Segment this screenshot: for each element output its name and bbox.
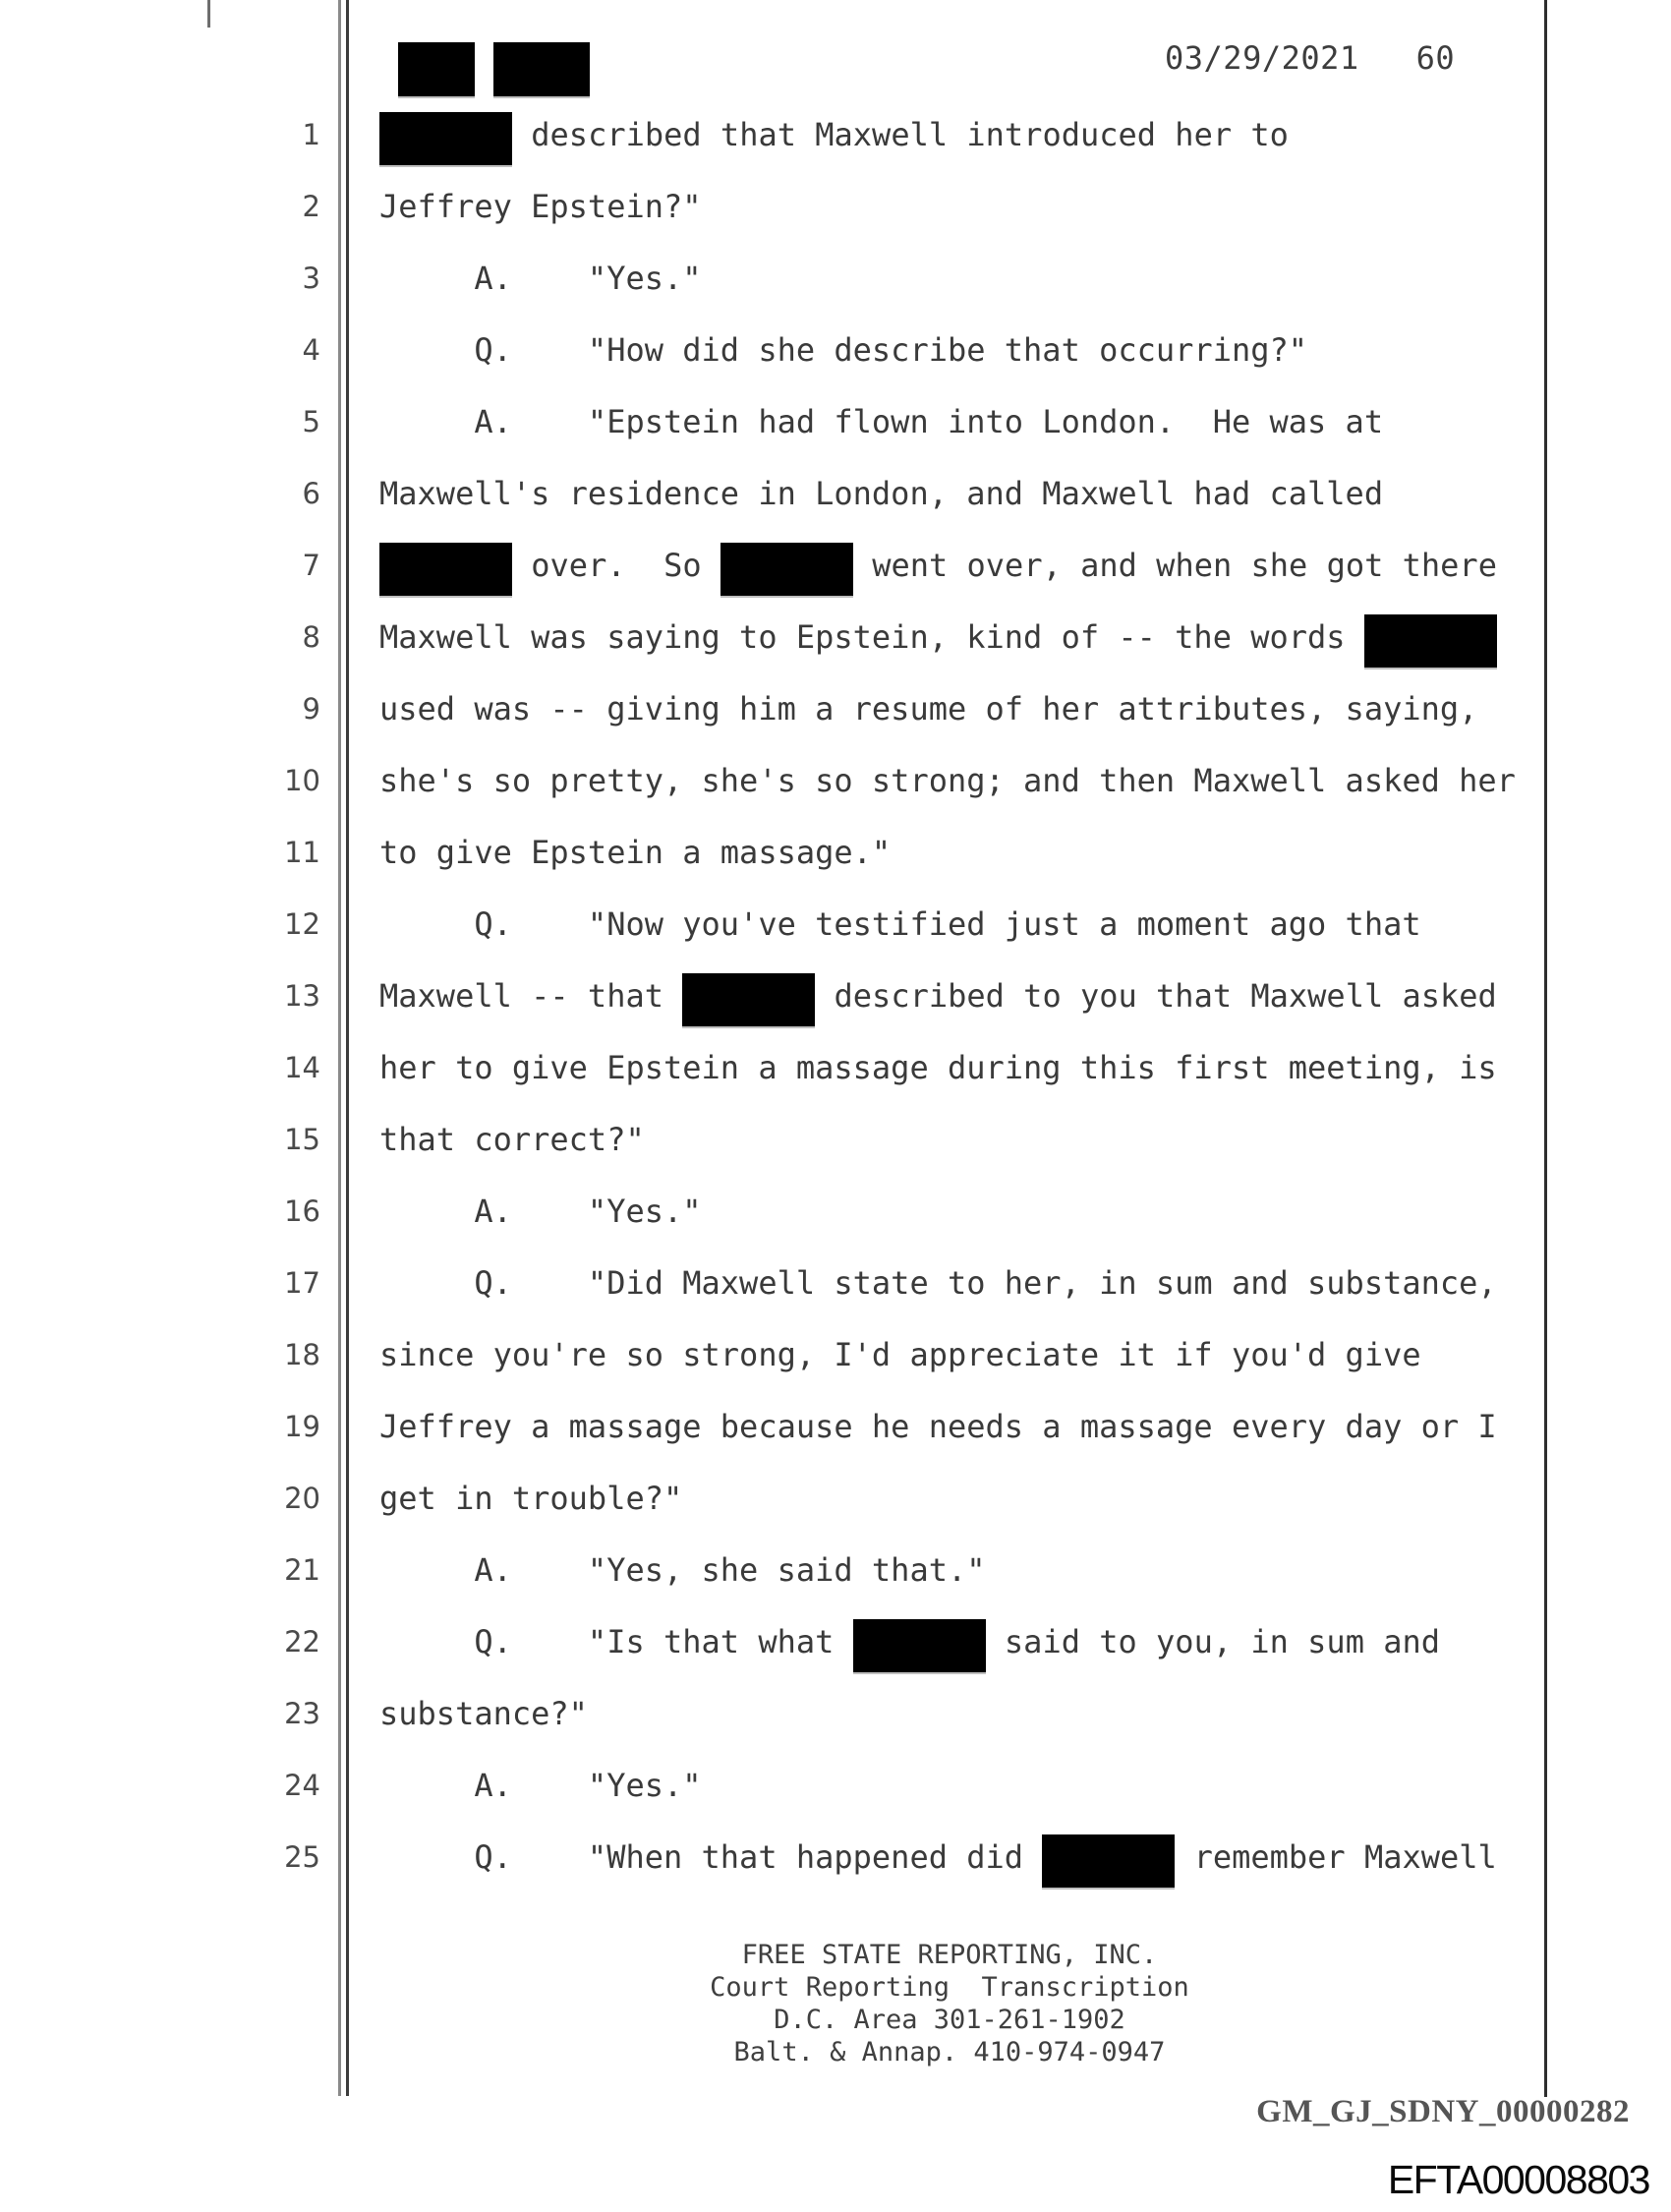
reporter-footer [379,1939,1520,2068]
line-number: 3 [302,262,320,295]
line-text: A. "Yes." [379,260,702,297]
redaction-box [682,973,815,1026]
transcript-line [0,973,1671,1019]
line-text: to give Epstein a massage." [379,834,892,871]
line-text: used was -- giving him a resume of her attributes, saying, [379,690,1478,728]
transcript-line [0,399,1671,444]
line-text: A. "Yes, she said that." [379,1551,986,1589]
transcript-line [0,1260,1671,1306]
line-number: 12 [284,907,320,941]
transcript-line [0,1691,1671,1736]
transcript-line [0,543,1671,588]
line-text: Jeffrey a massage because he needs a massage every day or I [379,1408,1497,1445]
redaction-box [853,1619,986,1672]
page-number: 60 [1415,39,1456,77]
line-number: 21 [284,1553,320,1587]
transcript-line [0,1476,1671,1521]
line-text: Maxwell was saying to Epstein, kind of -- the words [379,614,1497,668]
line-text: Q. "Did Maxwell state to her, in sum and substance, [379,1264,1497,1302]
exhibit-number-stamp: EFTA00008803 [1387,2157,1649,2202]
footer-line: Court Reporting Transcription [710,1972,1189,2003]
redaction-box [379,112,512,165]
line-text: Maxwell's residence in London, and Maxwell had called [379,475,1384,512]
line-text: Maxwell -- that described to you that Maxwell asked [379,973,1497,1026]
line-text: Jeffrey Epstein?" [379,188,702,225]
line-number: 24 [284,1769,320,1802]
line-number: 7 [302,549,320,582]
redaction-box [379,543,512,596]
line-text: Q. "When that happened did remember Maxwell [379,1834,1497,1888]
line-number: 10 [284,764,320,797]
transcript-line [0,327,1671,373]
line-number: 14 [284,1051,320,1084]
redaction-box [1042,1834,1175,1888]
line-text: Q. "Is that what said to you, in sum and [379,1619,1440,1672]
line-number: 11 [284,836,320,869]
transcript-line [0,1547,1671,1593]
line-number: 22 [284,1625,320,1659]
header-redaction-box [493,42,590,96]
redaction-box [720,543,853,596]
line-number: 5 [302,405,320,438]
transcript-line [0,256,1671,301]
line-text: that correct?" [379,1121,645,1158]
line-text: since you're so strong, I'd appreciate it if you'd give [379,1336,1421,1373]
transcript-line [0,758,1671,803]
transcript-line [0,471,1671,516]
line-text: A. "Yes." [379,1193,702,1230]
line-number: 19 [284,1410,320,1443]
line-number: 20 [284,1482,320,1515]
line-number: 8 [302,620,320,654]
line-text: described that Maxwell introduced her to [379,112,1289,165]
line-number: 9 [302,692,320,726]
line-text: get in trouble?" [379,1480,683,1517]
footer-line: Balt. & Annap. 410-974-0947 [733,2037,1166,2067]
header-dateline [1165,39,1455,77]
header-redaction-box [398,42,475,96]
line-text: Q. "How did she describe that occurring?" [379,331,1308,369]
redaction-box [1364,614,1497,668]
line-text: she's so pretty, she's so strong; and then Maxwell asked her [379,762,1516,799]
line-number: 17 [284,1266,320,1300]
line-text: A. "Yes." [379,1767,702,1804]
line-number: 16 [284,1194,320,1228]
transcript-line [0,1332,1671,1377]
transcript-line [0,1189,1671,1234]
transcript-line [0,1763,1671,1808]
header-date: 03/29/2021 [1165,39,1359,77]
line-text: over. So went over, and when she got there [379,543,1497,596]
line-number: 18 [284,1338,320,1371]
transcript-line [0,902,1671,947]
transcript-line [0,686,1671,731]
footer-line: D.C. Area 301-261-1902 [774,2005,1125,2035]
line-text: substance?" [379,1695,588,1732]
transcript-line [0,1117,1671,1162]
line-text: Q. "Now you've testified just a moment ago that [379,905,1421,943]
footer-line: FREE STATE REPORTING, INC. [741,1940,1158,1970]
bates-number-stamp: GM_GJ_SDNY_00000282 [1256,2094,1630,2129]
scan-artifact-line [207,0,210,28]
line-number: 15 [284,1123,320,1156]
line-text: her to give Epstein a massage during this first meeting, is [379,1049,1497,1086]
line-number: 23 [284,1697,320,1730]
line-text: A. "Epstein had flown into London. He was at [379,403,1384,440]
line-number: 2 [302,190,320,223]
transcript-line [0,1045,1671,1090]
transcript-line [0,614,1671,660]
line-number: 13 [284,979,320,1013]
line-number: 1 [302,118,320,151]
line-number: 4 [302,333,320,367]
transcript-line [0,1834,1671,1880]
line-number: 25 [284,1840,320,1874]
transcript-line [0,112,1671,157]
transcript-line [0,1404,1671,1449]
line-number: 6 [302,477,320,510]
transcript-line [0,830,1671,875]
transcript-line [0,1619,1671,1664]
transcript-line [0,184,1671,229]
